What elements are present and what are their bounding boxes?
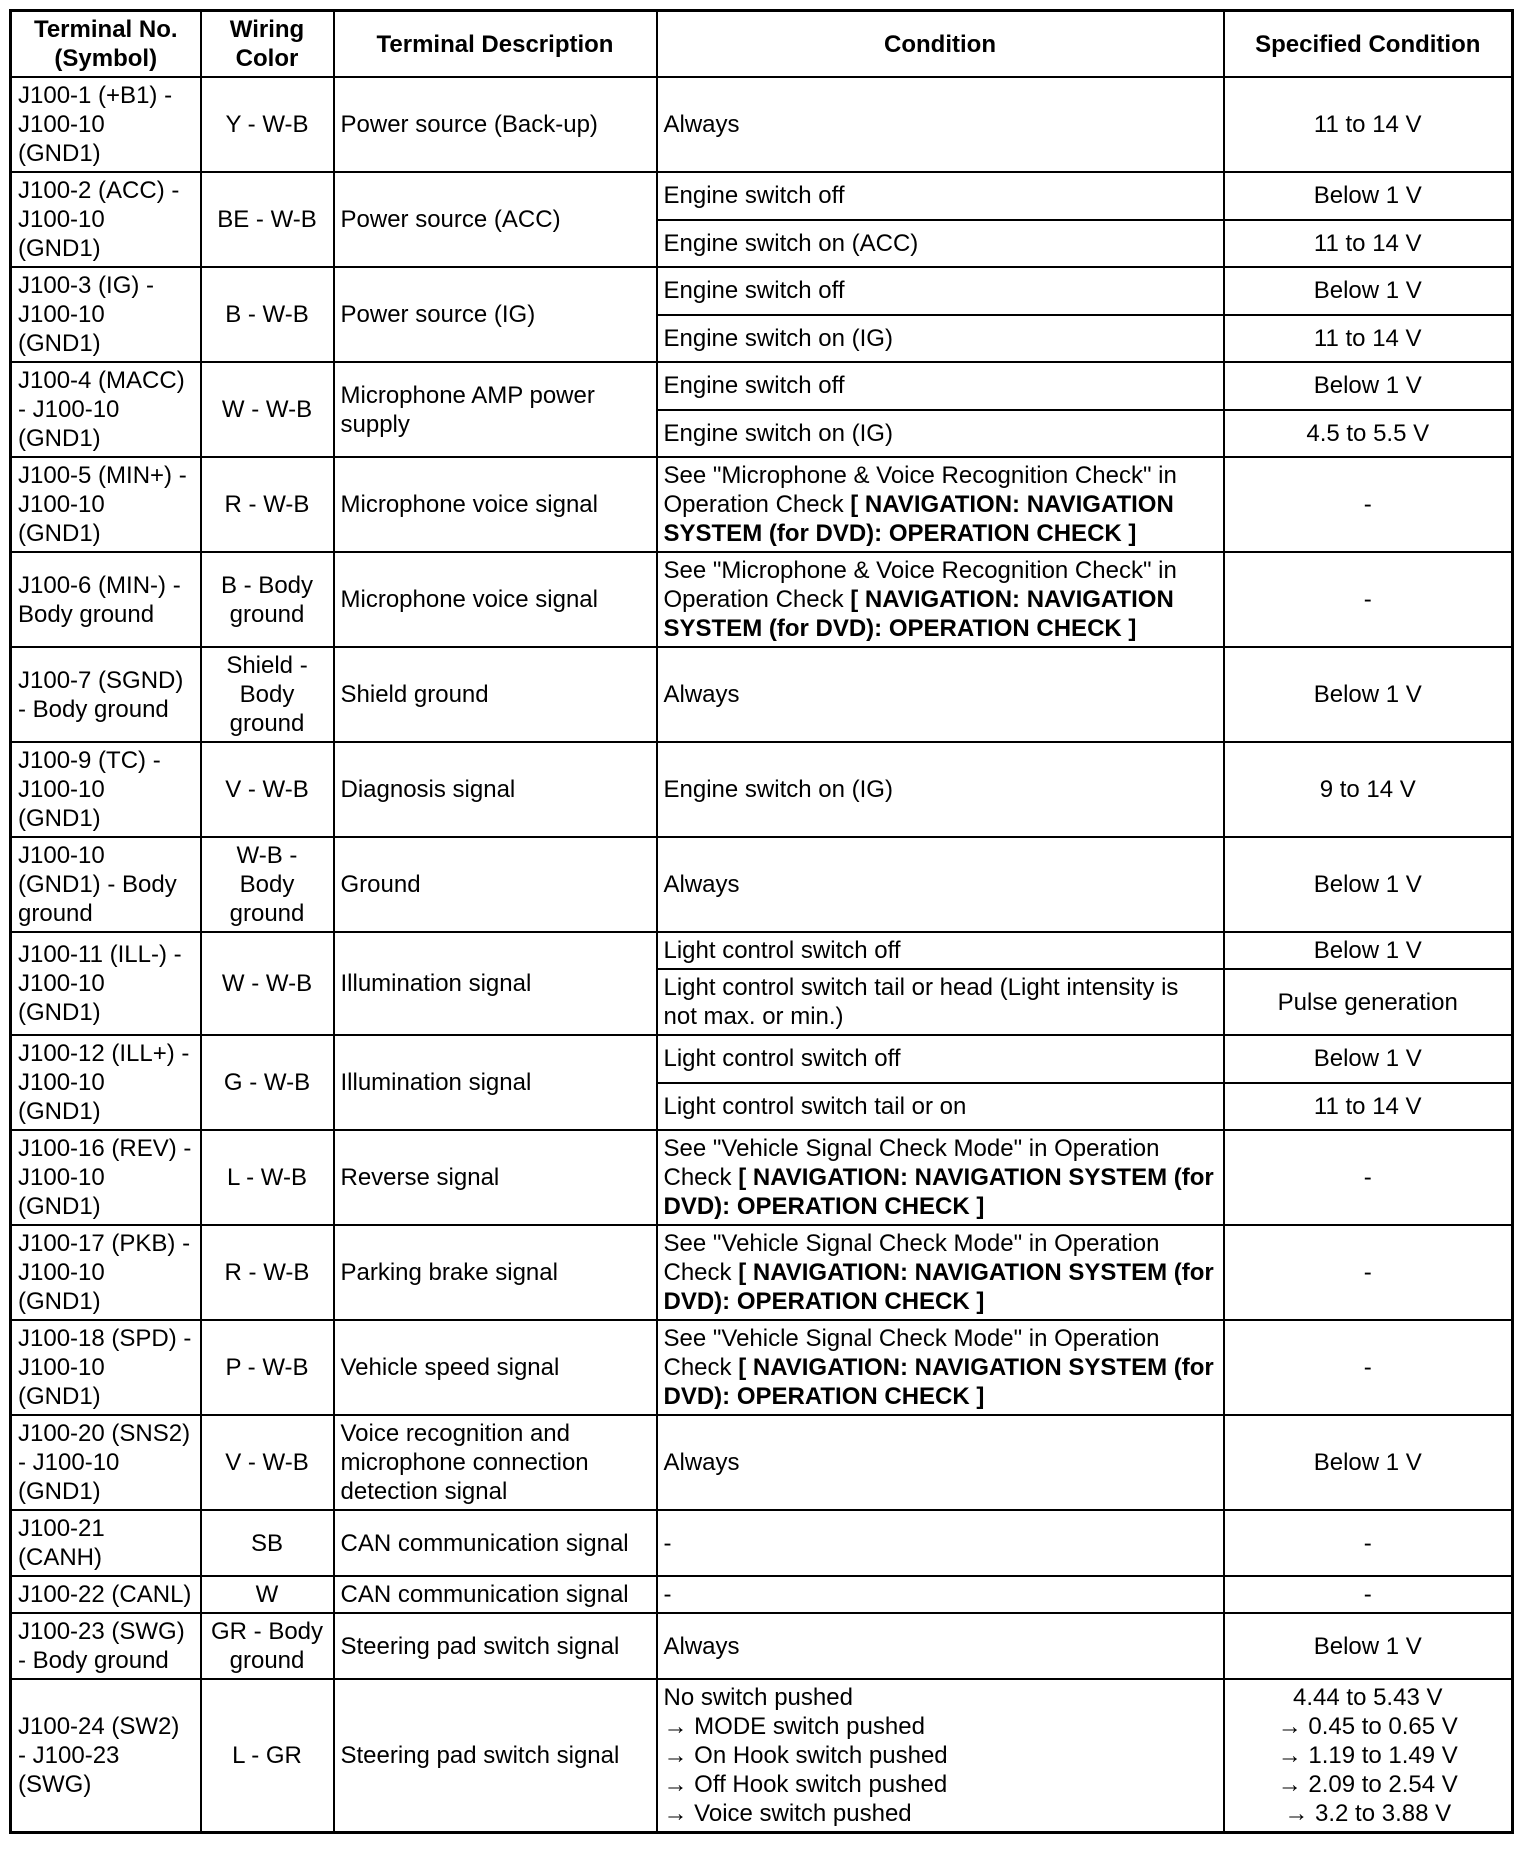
table-row <box>11 1679 1513 1833</box>
description-cell: CAN communication signal <box>334 1510 657 1576</box>
condition-cell <box>657 315 1224 363</box>
terminal-cell: J100-6 (MIN-) - Body ground <box>11 552 201 647</box>
description-cell: Steering pad switch signal <box>334 1613 657 1679</box>
wiring-color-cell: Shield - Body ground <box>201 647 334 742</box>
table-row <box>11 457 1513 552</box>
table-row <box>11 647 1513 742</box>
terminal-cell: J100-11 (ILL-) - J100-10 (GND1) <box>11 932 201 1035</box>
table-row <box>11 77 1513 172</box>
terminal-cell: J100-17 (PKB) - J100-10 (GND1) <box>11 1225 201 1320</box>
wiring-color-cell: P - W-B <box>201 1320 334 1415</box>
operation-check-reference-link[interactable]: [ NAVIGATION: NAVIGATION SYSTEM (for DVD): OPERATION CHECK ] <box>663 1164 1214 1220</box>
condition-text: See "Microphone & Voice Recognition Check" in Operation Check <box>663 557 1177 613</box>
specified-condition-cell: 4.44 to 5.43 V → 0.45 to 0.65 V → 1.19 to 1.49 V → 2.09 to 2.54 V → 3.2 to 3.88 V <box>1224 1679 1513 1833</box>
specified-condition-cell: 11 to 14 V <box>1224 315 1513 363</box>
condition-cell <box>657 742 1224 837</box>
wiring-color-cell: BE - W-B <box>201 172 334 267</box>
specified-condition-cell: 9 to 14 V <box>1224 742 1513 837</box>
specified-condition-cell: 11 to 14 V <box>1224 220 1513 268</box>
specified-condition-cell: Below 1 V <box>1224 647 1513 742</box>
terminal-cell: J100-16 (REV) - J100-10 (GND1) <box>11 1130 201 1225</box>
specified-condition-cell: Below 1 V <box>1224 1415 1513 1510</box>
specified-condition-cell: 11 to 14 V <box>1224 77 1513 172</box>
condition-text: Engine switch off <box>663 372 845 400</box>
wiring-color-cell: G - W-B <box>201 1035 334 1130</box>
description-cell: Ground <box>334 837 657 932</box>
header-wiring: Wiring Color <box>201 11 334 78</box>
table-row <box>11 552 1513 647</box>
condition-text: - <box>663 1581 672 1608</box>
terminal-cell: J100-10 (GND1) - Body ground <box>11 837 201 932</box>
terminal-cell: J100-5 (MIN+) - J100-10 (GND1) <box>11 457 201 552</box>
wiring-color-cell: R - W-B <box>201 1225 334 1320</box>
wiring-color-cell: L - GR <box>201 1679 334 1833</box>
wiring-color-cell: SB <box>201 1510 334 1576</box>
condition-cell <box>657 172 1224 220</box>
condition-text: Always <box>663 681 740 708</box>
condition-cell <box>657 837 1224 932</box>
table-row <box>11 1510 1513 1576</box>
description-cell: Diagnosis signal <box>334 742 657 837</box>
condition-text: See "Microphone & Voice Recognition Check" in Operation Check <box>663 462 1177 518</box>
condition-cell <box>657 267 1224 315</box>
description-cell: Vehicle speed signal <box>334 1320 657 1415</box>
table-row <box>11 742 1513 837</box>
wiring-color-cell: W - W-B <box>201 362 334 457</box>
table-row <box>11 1130 1513 1225</box>
specified-condition-cell: - <box>1224 1320 1513 1415</box>
condition-cell <box>657 1415 1224 1510</box>
condition-text: See "Vehicle Signal Check Mode" in Operation Check <box>663 1325 1160 1381</box>
description-cell: Power source (IG) <box>334 267 657 362</box>
terminal-cell: J100-12 (ILL+) - J100-10 (GND1) <box>11 1035 201 1130</box>
condition-cell <box>657 1035 1224 1083</box>
terminal-spec-document <box>9 9 1511 1834</box>
specified-condition-cell: - <box>1224 1576 1513 1613</box>
table-body <box>11 77 1513 1833</box>
table-row <box>11 267 1513 315</box>
wiring-color-cell: V - W-B <box>201 742 334 837</box>
condition-cell <box>657 1679 1224 1833</box>
wiring-color-cell: Y - W-B <box>201 77 334 172</box>
wiring-color-cell: GR - Body ground <box>201 1613 334 1679</box>
condition-text: - <box>663 1529 672 1557</box>
condition-cell <box>657 1225 1224 1320</box>
terminal-cell: J100-24 (SW2) - J100-23 (SWG) <box>11 1679 201 1833</box>
condition-cell <box>657 77 1224 172</box>
specified-condition-cell: Below 1 V <box>1224 172 1513 220</box>
operation-check-reference-link[interactable]: [ NAVIGATION: NAVIGATION SYSTEM (for DVD): OPERATION CHECK ] <box>663 586 1174 642</box>
specified-condition-cell: Pulse generation <box>1224 969 1513 1035</box>
table-row <box>11 1415 1513 1510</box>
description-cell: Microphone AMP power supply <box>334 362 657 457</box>
wiring-color-cell: B - Body ground <box>201 552 334 647</box>
specified-condition-cell: Below 1 V <box>1224 932 1513 969</box>
header-specified: Specified Condition <box>1224 11 1513 78</box>
specified-condition-cell: - <box>1224 1510 1513 1576</box>
description-cell: Power source (ACC) <box>334 172 657 267</box>
description-cell: Parking brake signal <box>334 1225 657 1320</box>
operation-check-reference-link[interactable]: [ NAVIGATION: NAVIGATION SYSTEM (for DVD): OPERATION CHECK ] <box>663 1259 1214 1315</box>
description-cell: Power source (Back-up) <box>334 77 657 172</box>
condition-cell <box>657 457 1224 552</box>
condition-text: Light control switch tail or on <box>663 1092 967 1120</box>
wiring-color-cell: L - W-B <box>201 1130 334 1225</box>
table-row <box>11 837 1513 932</box>
table-row <box>11 1613 1513 1679</box>
table-row <box>11 1225 1513 1320</box>
condition-cell <box>657 969 1224 1035</box>
wiring-color-cell: R - W-B <box>201 457 334 552</box>
specified-condition-cell: - <box>1224 1130 1513 1225</box>
condition-text: Engine switch on (ACC) <box>663 229 919 257</box>
terminal-cell: J100-2 (ACC) - J100-10 (GND1) <box>11 172 201 267</box>
condition-text: Always <box>663 871 740 898</box>
terminal-cell: J100-20 (SNS2) - J100-10 (GND1) <box>11 1415 201 1510</box>
condition-text: See "Vehicle Signal Check Mode" in Operation Check <box>663 1135 1160 1191</box>
description-cell: Voice recognition and microphone connection detection signal <box>334 1415 657 1510</box>
terminal-spec-table <box>9 9 1514 1834</box>
wiring-color-cell: B - W-B <box>201 267 334 362</box>
table-row <box>11 362 1513 410</box>
table-row <box>11 1320 1513 1415</box>
condition-text: Always <box>663 1449 740 1476</box>
wiring-color-cell: W <box>201 1576 334 1613</box>
description-cell: Steering pad switch signal <box>334 1679 657 1833</box>
condition-cell <box>657 1613 1224 1679</box>
condition-text: No switch pushed → MODE switch pushed → On Hook switch pushed → Off Hook switch pushed → Voice switch pushed <box>663 1684 948 1827</box>
terminal-cell: J100-4 (MACC) - J100-10 (GND1) <box>11 362 201 457</box>
wiring-color-cell: V - W-B <box>201 1415 334 1510</box>
operation-check-reference-link[interactable]: [ NAVIGATION: NAVIGATION SYSTEM (for DVD): OPERATION CHECK ] <box>663 1354 1214 1410</box>
condition-cell <box>657 1510 1224 1576</box>
condition-cell <box>657 1083 1224 1131</box>
operation-check-reference-link[interactable]: [ NAVIGATION: NAVIGATION SYSTEM (for DVD): OPERATION CHECK ] <box>663 491 1174 547</box>
condition-text: Always <box>663 1632 740 1660</box>
terminal-cell: J100-21 (CANH) <box>11 1510 201 1576</box>
description-cell: Illumination signal <box>334 1035 657 1130</box>
condition-cell <box>657 362 1224 410</box>
condition-cell <box>657 932 1224 969</box>
description-cell: Microphone voice signal <box>334 457 657 552</box>
condition-text: Light control switch off <box>663 1045 901 1073</box>
specified-condition-cell: 4.5 to 5.5 V <box>1224 410 1513 458</box>
description-cell: CAN communication signal <box>334 1576 657 1613</box>
condition-cell <box>657 220 1224 268</box>
condition-text: Always <box>663 111 740 138</box>
table-row <box>11 1035 1513 1083</box>
terminal-cell: J100-3 (IG) - J100-10 (GND1) <box>11 267 201 362</box>
wiring-color-cell: W-B - Body ground <box>201 837 334 932</box>
header-row <box>11 11 1513 78</box>
specified-condition-cell: Below 1 V <box>1224 1035 1513 1083</box>
specified-condition-cell: Below 1 V <box>1224 362 1513 410</box>
condition-text: Light control switch tail or head (Light intensity is not max. or min.) <box>663 974 1179 1030</box>
condition-cell <box>657 1320 1224 1415</box>
wiring-color-cell: W - W-B <box>201 932 334 1035</box>
condition-text: Engine switch on (IG) <box>663 776 893 803</box>
condition-cell <box>657 552 1224 647</box>
condition-text: Light control switch off <box>663 937 901 964</box>
terminal-cell: J100-9 (TC) - J100-10 (GND1) <box>11 742 201 837</box>
description-cell: Shield ground <box>334 647 657 742</box>
terminal-cell: J100-22 (CANL) <box>11 1576 201 1613</box>
table-row <box>11 932 1513 969</box>
description-cell: Reverse signal <box>334 1130 657 1225</box>
condition-text: Engine switch off <box>663 182 845 210</box>
specified-condition-cell: 11 to 14 V <box>1224 1083 1513 1131</box>
specified-condition-cell: Below 1 V <box>1224 267 1513 315</box>
condition-text: Engine switch on (IG) <box>663 419 893 447</box>
table-row <box>11 172 1513 220</box>
specified-condition-cell: - <box>1224 552 1513 647</box>
terminal-cell: J100-7 (SGND) - Body ground <box>11 647 201 742</box>
terminal-cell: J100-18 (SPD) - J100-10 (GND1) <box>11 1320 201 1415</box>
condition-cell <box>657 647 1224 742</box>
condition-cell <box>657 410 1224 458</box>
table-row <box>11 1576 1513 1613</box>
terminal-cell: J100-23 (SWG) - Body ground <box>11 1613 201 1679</box>
condition-cell <box>657 1130 1224 1225</box>
specified-condition-cell: - <box>1224 1225 1513 1320</box>
condition-cell <box>657 1576 1224 1613</box>
header-condition: Condition <box>657 11 1224 78</box>
specified-condition-cell: - <box>1224 457 1513 552</box>
condition-text: Engine switch on (IG) <box>663 324 893 352</box>
condition-text: See "Vehicle Signal Check Mode" in Operation Check <box>663 1230 1160 1286</box>
description-cell: Illumination signal <box>334 932 657 1035</box>
specified-condition-cell: Below 1 V <box>1224 1613 1513 1679</box>
header-description: Terminal Description <box>334 11 657 78</box>
terminal-cell: J100-1 (+B1) - J100-10 (GND1) <box>11 77 201 172</box>
condition-text: Engine switch off <box>663 277 845 305</box>
header-terminal: Terminal No. (Symbol) <box>11 11 201 78</box>
specified-condition-cell: Below 1 V <box>1224 837 1513 932</box>
description-cell: Microphone voice signal <box>334 552 657 647</box>
